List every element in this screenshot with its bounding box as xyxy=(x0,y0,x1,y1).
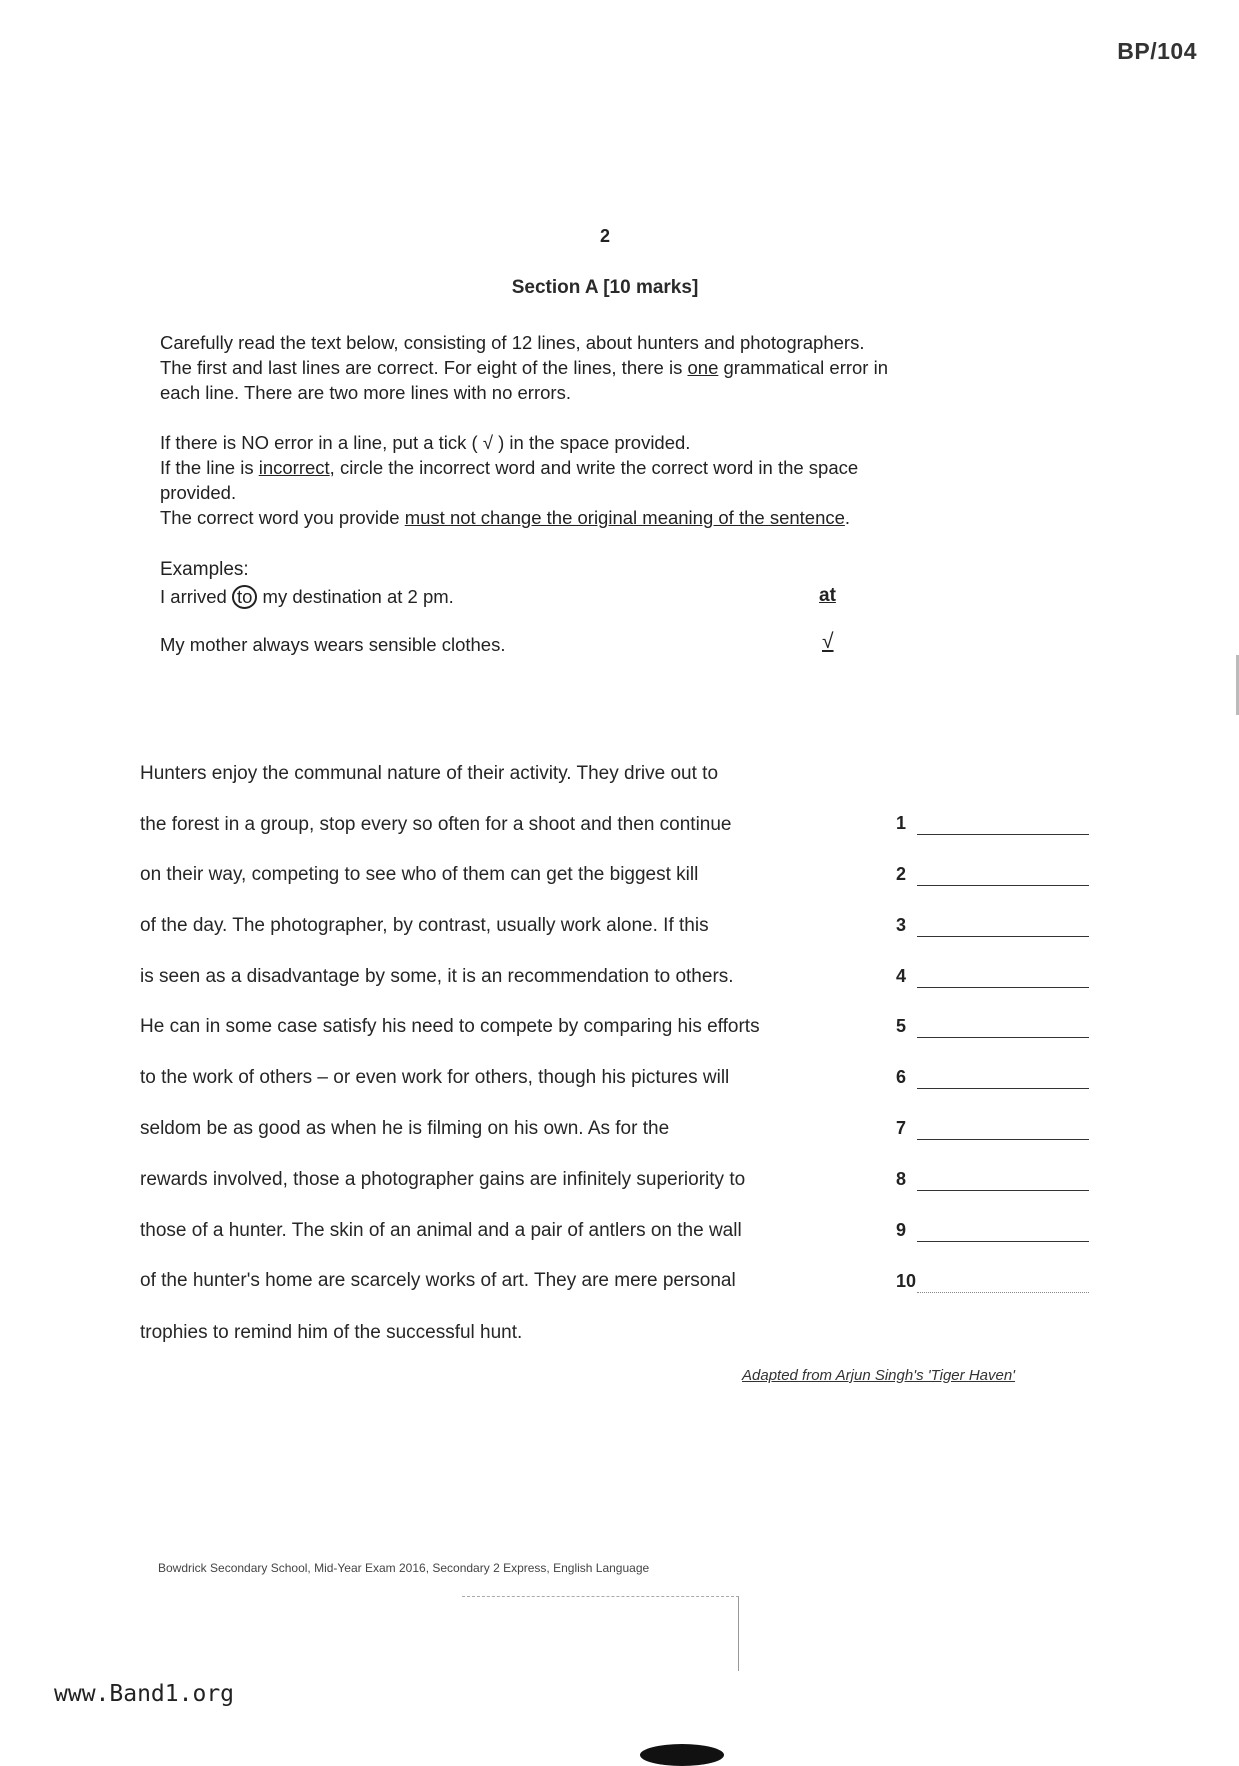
example-2: My mother always wears sensible clothes. xyxy=(160,634,506,655)
line-number: 3 xyxy=(896,915,907,935)
passage-line: Hunters enjoy the communal nature of their activity. They drive out to xyxy=(140,763,719,784)
answer-blank[interactable] xyxy=(917,936,1089,937)
answer-blank[interactable] xyxy=(917,1088,1089,1089)
passage-line: those of a hunter. The skin of an animal and a pair of antlers on the wall xyxy=(140,1220,742,1241)
rule-text: . xyxy=(844,507,851,528)
example-2-answer: √ xyxy=(822,630,834,653)
line-number: 10 xyxy=(896,1271,917,1291)
page-number: 2 xyxy=(599,226,610,246)
passage-line: the forest in a group, stop every so often for a shoot and then continue xyxy=(140,814,732,835)
instructions-intro xyxy=(160,330,1060,405)
emphasis-meaning: must not change the original meaning of the sentence xyxy=(404,507,845,528)
footer-text: Bowdrick Secondary School, Mid-Year Exam 2016, Secondary 2 Express, English Language xyxy=(158,1561,650,1575)
answer-blank[interactable] xyxy=(917,1037,1089,1038)
source-credit: Adapted from Arjun Singh's 'Tiger Haven' xyxy=(742,1367,1016,1384)
passage-line: is seen as a disadvantage by some, it is an recommendation to others. xyxy=(140,966,734,987)
passage-line: seldom be as good as when he is filming on his own. As for the xyxy=(140,1118,670,1139)
rule-text: If the line is xyxy=(160,457,259,478)
intro-line-1: Carefully read the text below, consisting of 12 lines, about hunters and photographers. xyxy=(160,332,865,353)
incorrect-rule-cont: provided. xyxy=(160,482,237,503)
scan-frame-mark xyxy=(462,1596,739,1671)
passage-line: to the work of others – or even work for others, though his pictures will xyxy=(140,1067,730,1088)
passage-line: of the hunter's home are scarcely works of art. They are mere personal xyxy=(140,1270,736,1291)
rule-text: , circle the incorrect word and write the correct word in the space xyxy=(329,457,859,478)
intro-text: The first and last lines are correct. For eight of the lines, there is xyxy=(160,357,688,378)
answer-blank[interactable] xyxy=(917,885,1089,886)
passage-line: trophies to remind him of the successful hunt. xyxy=(140,1322,523,1343)
emphasis-incorrect: incorrect xyxy=(258,457,330,478)
line-number: 8 xyxy=(896,1169,907,1189)
example-text: I arrived xyxy=(160,586,232,607)
rule-text: The correct word you provide xyxy=(160,507,405,528)
example-1 xyxy=(160,585,454,609)
example-1-answer: at xyxy=(819,585,836,606)
meaning-rule xyxy=(160,505,1060,530)
answer-blank[interactable] xyxy=(917,1190,1089,1191)
answer-blank[interactable] xyxy=(917,1139,1089,1140)
answer-blank[interactable] xyxy=(917,834,1089,835)
section-title: Section A [10 marks] xyxy=(511,277,699,298)
line-number: 9 xyxy=(896,1220,907,1240)
passage-line: rewards involved, those a photographer gains are infinitely superiority to xyxy=(140,1169,746,1190)
scan-mark xyxy=(640,1744,724,1766)
intro-line-3: each line. There are two more lines with no errors. xyxy=(160,382,571,403)
answer-blank[interactable] xyxy=(917,987,1089,988)
line-number: 2 xyxy=(896,864,907,884)
example-text: my destination at 2 pm. xyxy=(257,586,454,607)
line-number: 7 xyxy=(896,1118,907,1138)
line-number: 6 xyxy=(896,1067,907,1087)
answer-blank[interactable] xyxy=(917,1241,1089,1242)
incorrect-rule xyxy=(160,455,1060,480)
line-number: 5 xyxy=(896,1016,907,1036)
circled-word: to xyxy=(232,585,257,609)
intro-line-2 xyxy=(160,355,1060,380)
instructions-rules xyxy=(160,430,1060,530)
line-number: 1 xyxy=(896,813,907,833)
website-watermark: www.Band1.org xyxy=(54,1681,235,1707)
answer-blank[interactable] xyxy=(917,1292,1089,1293)
intro-text: grammatical error in xyxy=(718,357,889,378)
tick-rule: If there is NO error in a line, put a tick ( √ ) in the space provided. xyxy=(160,432,691,453)
passage-line: He can in some case satisfy his need to compete by comparing his efforts xyxy=(140,1016,760,1037)
passage-line: on their way, competing to see who of them can get the biggest kill xyxy=(140,864,699,885)
passage-line: of the day. The photographer, by contrast, usually work alone. If this xyxy=(140,915,709,936)
line-number: 4 xyxy=(896,966,907,986)
examples-label: Examples: xyxy=(160,559,249,580)
paper-code: BP/104 xyxy=(1117,38,1197,64)
emphasis-one: one xyxy=(687,357,719,378)
